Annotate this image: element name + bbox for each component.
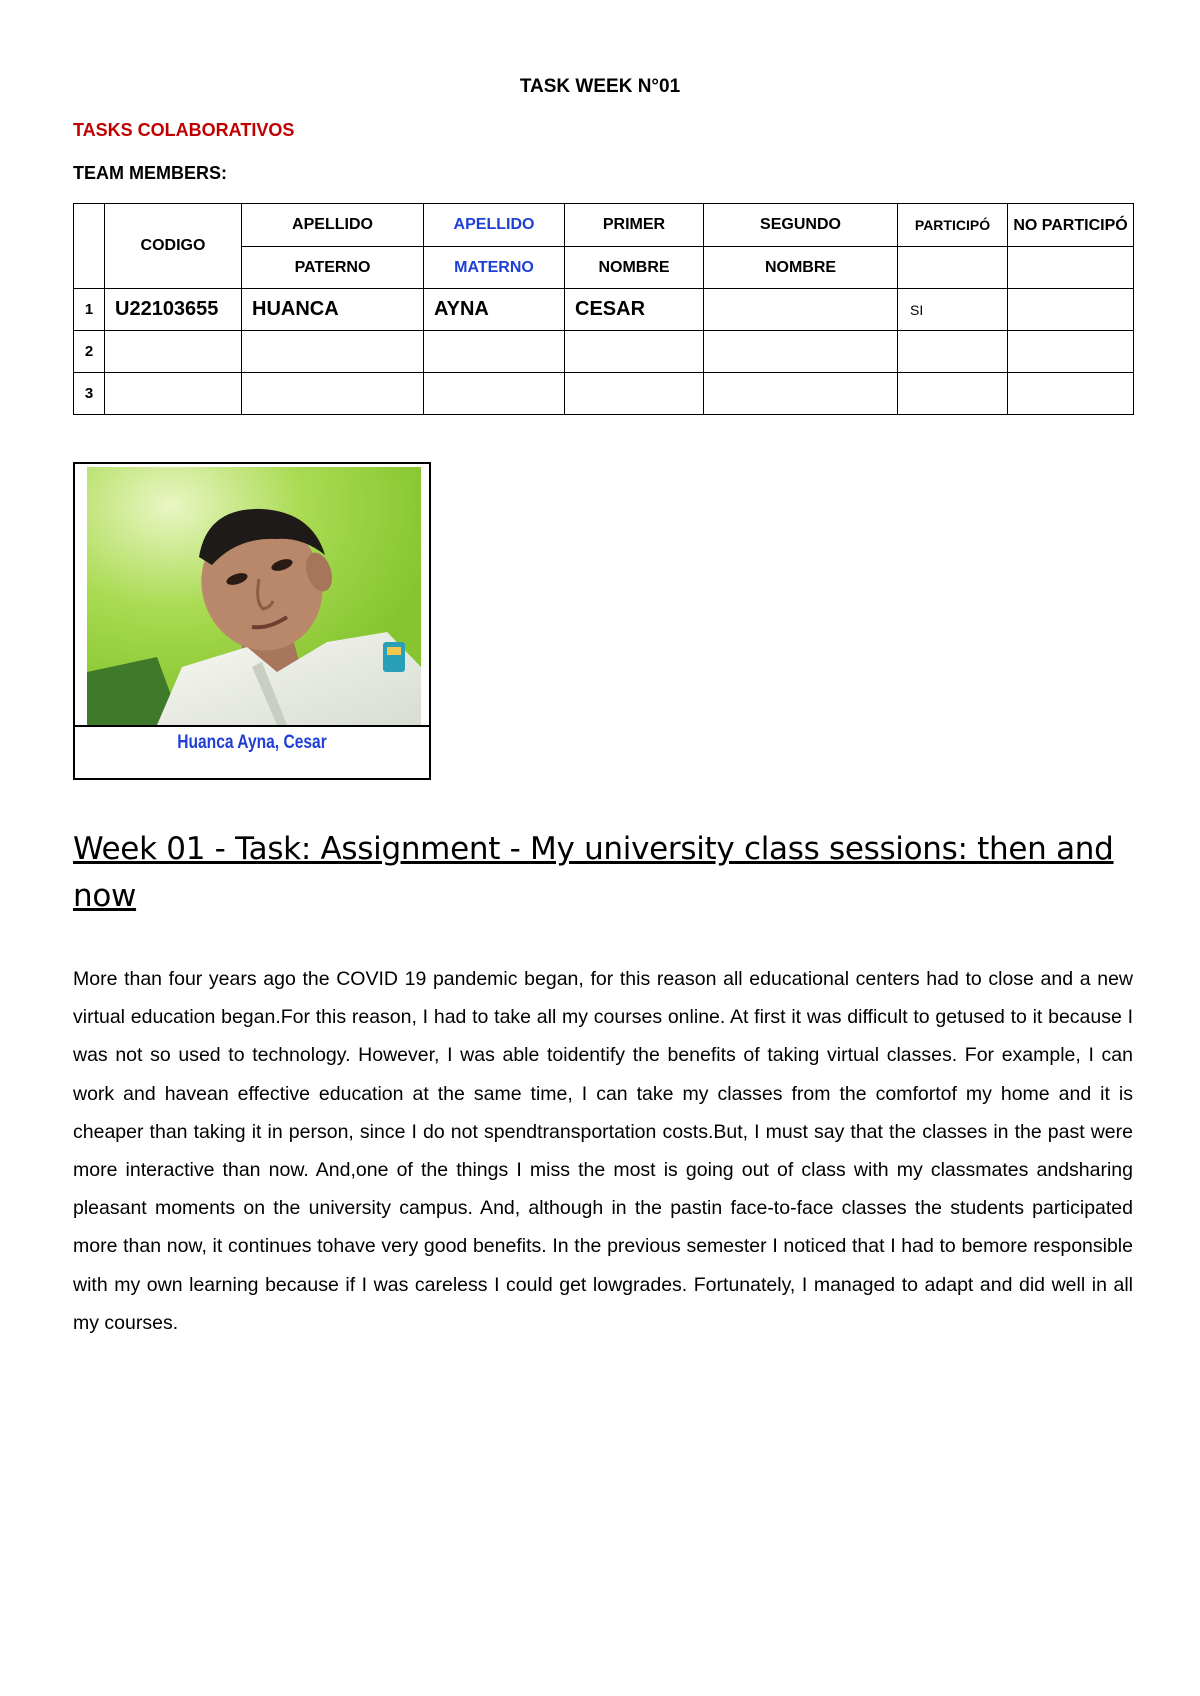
cell-primer: CESAR bbox=[565, 289, 704, 331]
cell-primer bbox=[565, 331, 704, 373]
table-header-row bbox=[74, 204, 1134, 247]
header-participo: PARTICIPÓ bbox=[898, 204, 1008, 247]
assignment-heading: Week 01 - Task: Assignment - My university class sessions: then and now bbox=[73, 831, 1114, 914]
cell-segundo bbox=[704, 373, 898, 415]
table-row bbox=[74, 331, 1134, 373]
cell-no-participo bbox=[1008, 289, 1134, 331]
cell-participo: SI bbox=[898, 289, 1008, 331]
cell-paterno bbox=[242, 331, 424, 373]
header-empty-cell bbox=[1008, 247, 1134, 289]
cell-participo bbox=[898, 331, 1008, 373]
header-nombre-1: NOMBRE bbox=[565, 247, 704, 289]
header-primer: PRIMER bbox=[565, 204, 704, 247]
header-segundo: SEGUNDO bbox=[704, 204, 898, 247]
table-row bbox=[74, 373, 1134, 415]
cell-segundo bbox=[704, 331, 898, 373]
cell-codigo bbox=[105, 373, 242, 415]
header-paterno: PATERNO bbox=[242, 247, 424, 289]
header-empty-cell bbox=[898, 247, 1008, 289]
cell-materno bbox=[424, 331, 565, 373]
table-row bbox=[74, 289, 1134, 331]
team-members-table bbox=[73, 203, 1134, 415]
header-materno: MATERNO bbox=[424, 247, 565, 289]
row-number: 2 bbox=[74, 331, 105, 373]
cell-codigo: U22103655 bbox=[105, 289, 242, 331]
portrait-illustration bbox=[87, 467, 421, 725]
row-number: 3 bbox=[74, 373, 105, 415]
photo-caption: Huanca Ayna, Cesar bbox=[177, 732, 327, 753]
caption-divider bbox=[75, 725, 429, 727]
assignment-body: More than four years ago the COVID 19 pandemic began, for this reason all educational centers had to close and a new virtual education began.For this reason, I had to take all my courses online. At first it was difficult to getused to it because I was not so used to technology. However, I was able toidentify the benefits of taking virtual classes. For example, I can work and havean effective education at the same time, I can take my classes from the comfortof my home and it is cheaper than taking it in person, since I do not spendtransportation costs.But, I must say that the classes in the past were more interactive than now. And,one of the things I miss the most is going out of class with my classmates andsharing pleasant moments on the university campus. And, although in the pastin face-to-face classes the students participated more than now, it continues tohave very good benefits. In the previous semester I noticed that I had to bemore responsible with my own learning because if I was careless I could get lowgrades. Fortunately, I managed to adapt and did well in all my courses. bbox=[73, 968, 1133, 1334]
document-subtitle: TASKS COLABORATIVOS bbox=[73, 120, 295, 140]
header-num-cell bbox=[74, 204, 105, 289]
header-codigo: CODIGO bbox=[105, 204, 242, 289]
header-apellido-1: APELLIDO bbox=[242, 204, 424, 247]
cell-materno bbox=[424, 373, 565, 415]
cell-segundo bbox=[704, 289, 898, 331]
cell-materno: AYNA bbox=[424, 289, 565, 331]
cell-codigo bbox=[105, 331, 242, 373]
cell-participo bbox=[898, 373, 1008, 415]
student-photo bbox=[87, 467, 421, 725]
document-title: TASK WEEK N°01 bbox=[519, 76, 681, 97]
header-no-participo: NO PARTICIPÓ bbox=[1008, 204, 1134, 247]
row-number: 1 bbox=[74, 289, 105, 331]
team-members-label: TEAM MEMBERS: bbox=[73, 163, 227, 183]
photo-frame bbox=[73, 462, 431, 780]
cell-no-participo bbox=[1008, 373, 1134, 415]
cell-paterno: HUANCA bbox=[242, 289, 424, 331]
cell-primer bbox=[565, 373, 704, 415]
header-nombre-2: NOMBRE bbox=[704, 247, 898, 289]
header-apellido-2: APELLIDO bbox=[424, 204, 565, 247]
cell-no-participo bbox=[1008, 331, 1134, 373]
cell-paterno bbox=[242, 373, 424, 415]
